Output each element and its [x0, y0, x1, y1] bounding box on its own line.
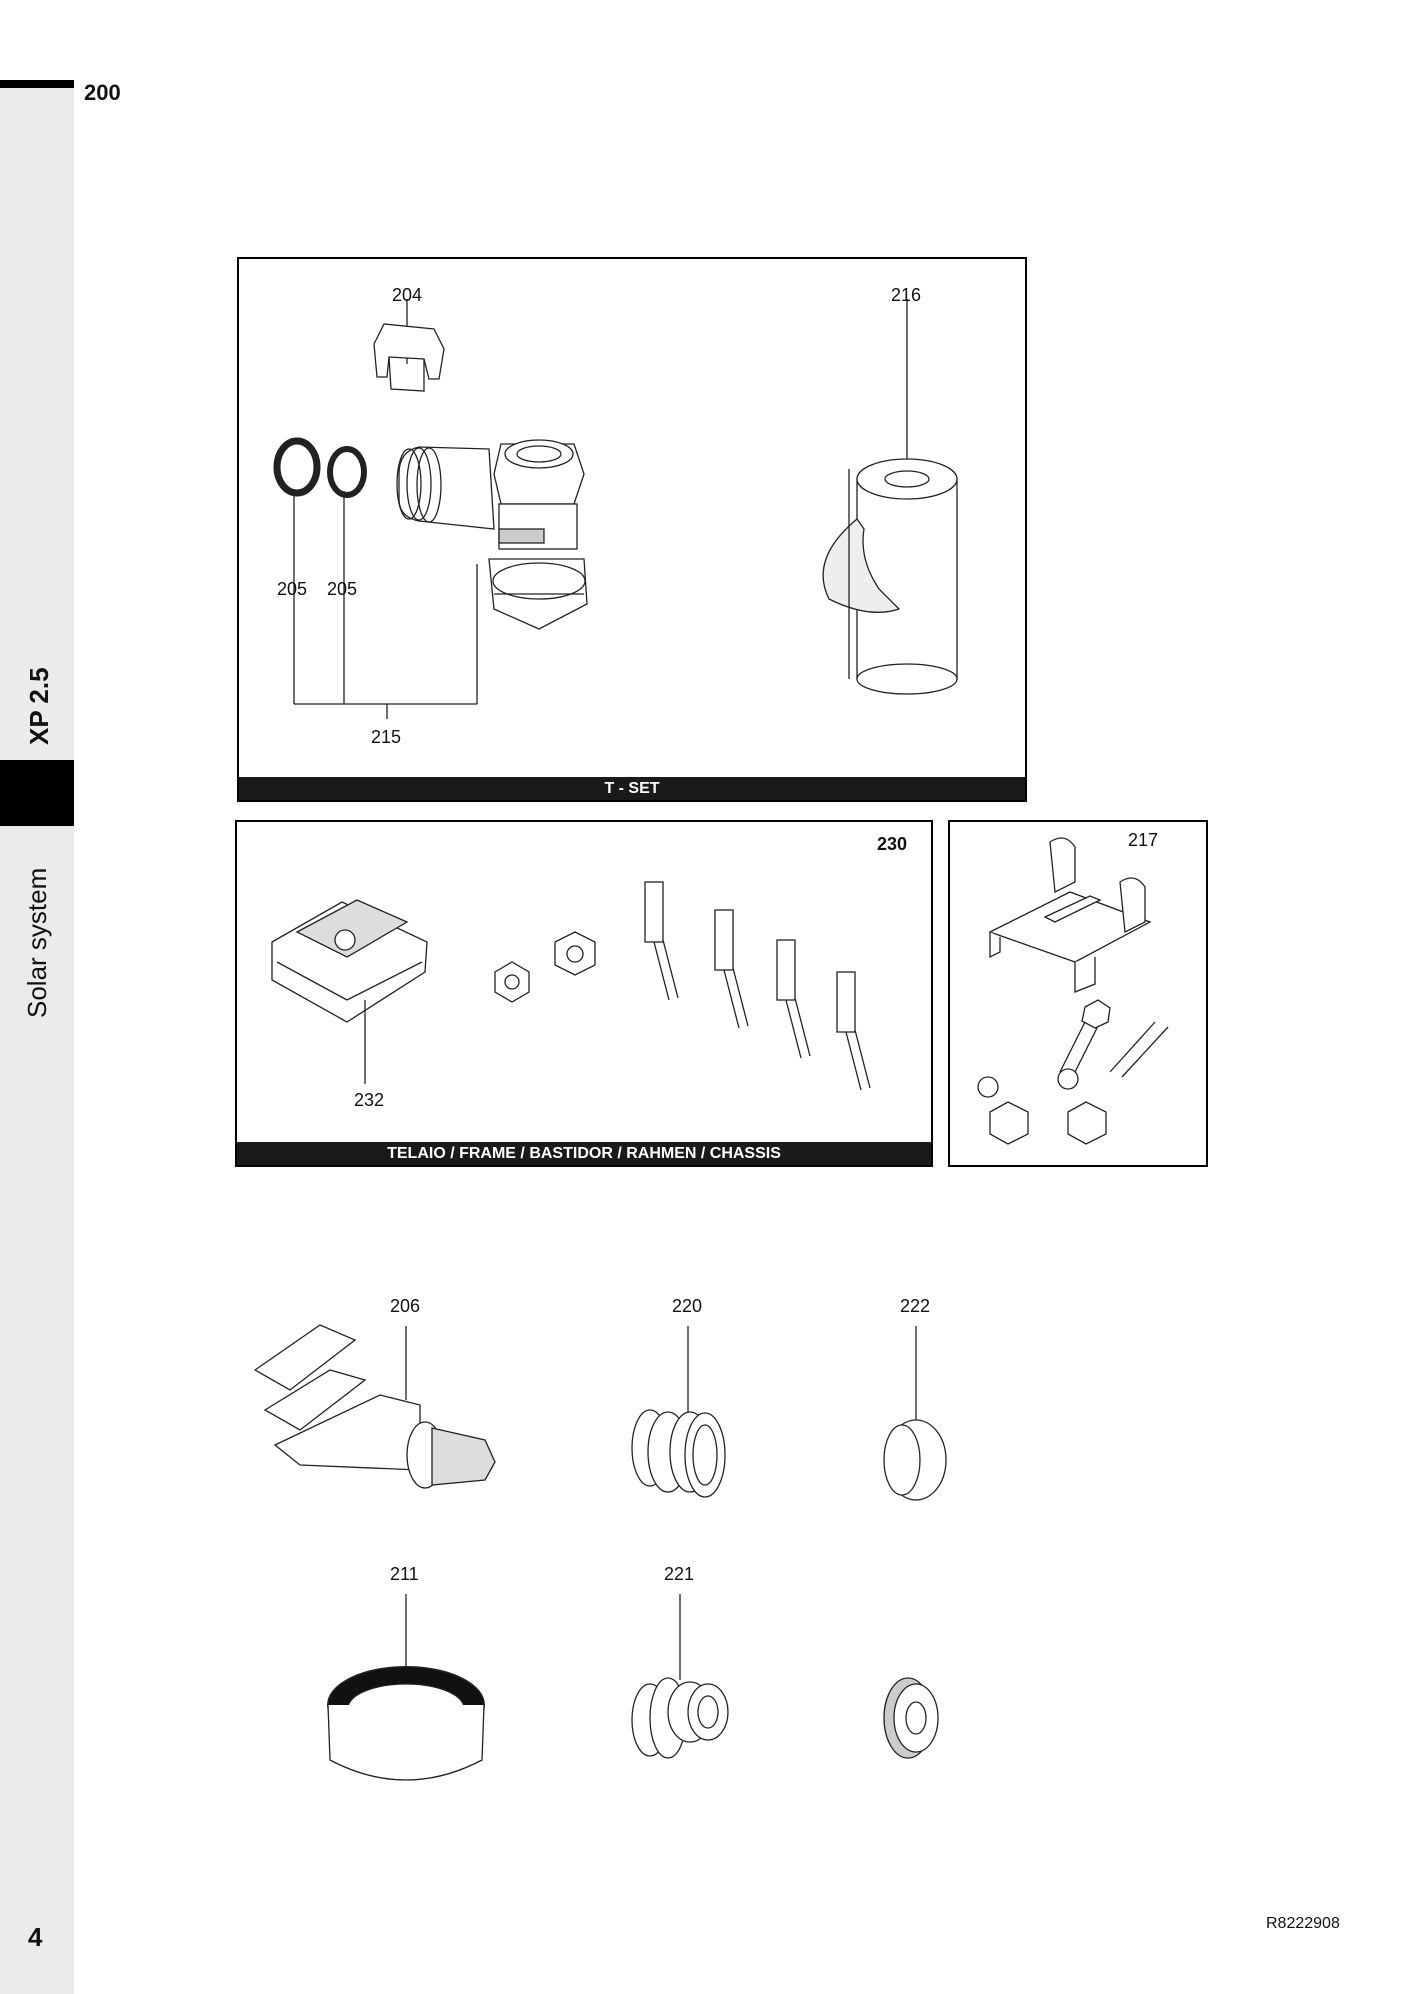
sidebar-strip	[0, 82, 74, 1994]
tset-panel-title: T - SET	[239, 777, 1025, 800]
bracket-panel	[948, 820, 1208, 1167]
callout-220: 220	[672, 1296, 703, 1316]
callout-222: 222	[900, 1296, 931, 1316]
document-code: R8222908	[1266, 1915, 1340, 1932]
page-number: 4	[28, 1922, 43, 1952]
callout-217: 217	[1128, 830, 1159, 850]
callout-205-left: 205	[277, 579, 308, 599]
sidebar-model-label: XP 2.5	[24, 667, 54, 745]
frame-panel	[235, 820, 933, 1167]
frame-panel-title: TELAIO / FRAME / BASTIDOR / RAHMEN / CHASSIS	[237, 1142, 931, 1165]
sidebar-tab-marker	[0, 760, 74, 826]
callout-204: 204	[392, 285, 423, 305]
top-rule	[0, 80, 74, 88]
callout-205-right: 205	[327, 579, 358, 599]
callout-221: 221	[664, 1564, 695, 1584]
callout-211: 211	[390, 1564, 419, 1584]
callout-216: 216	[891, 285, 922, 305]
callout-232: 232	[354, 1090, 385, 1110]
tset-illustration	[239, 259, 1025, 779]
section-number: 200	[84, 80, 121, 105]
frame-illustration	[237, 822, 931, 1144]
callout-215: 215	[371, 727, 402, 747]
callout-230: 230	[877, 834, 908, 854]
callout-206: 206	[390, 1296, 421, 1316]
sidebar-system-label: Solar system	[22, 867, 52, 1018]
tset-panel	[237, 257, 1027, 802]
bracket-illustration	[950, 822, 1206, 1165]
